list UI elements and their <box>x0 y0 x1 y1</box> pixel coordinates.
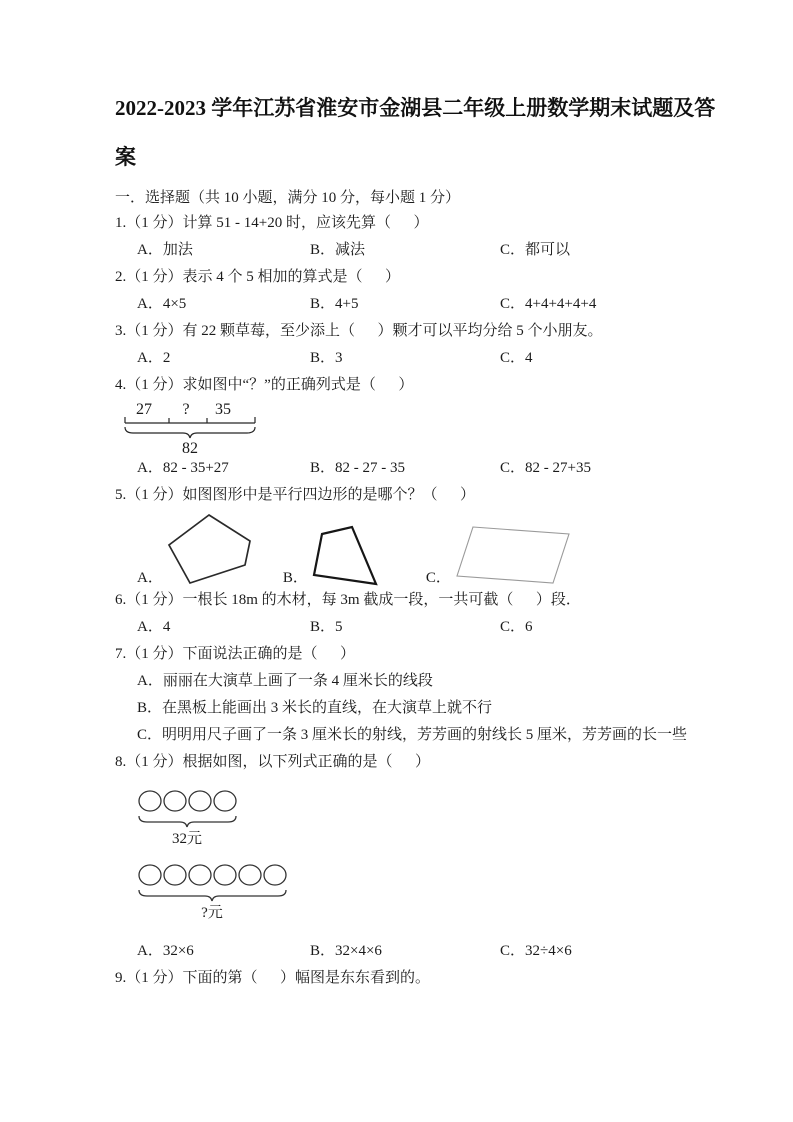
segment-total-82: 82 <box>182 440 198 457</box>
question-5 <box>115 482 729 587</box>
question-3-option-c: C．4 <box>500 350 533 366</box>
question-2-stem: 2.（1 分）表示 4 个 5 相加的算式是（ ） <box>115 269 401 285</box>
question-8-option-c: C．32÷4×6 <box>500 943 572 959</box>
coin-group-2-total: ?元 <box>201 905 223 921</box>
question-4-option-b: B．82 - 27 - 35 <box>310 460 405 476</box>
question-8-stem: 8.（1 分）根据如图，以下列式正确的是（ ） <box>115 754 431 770</box>
shape-option-a-label: A． <box>137 570 163 586</box>
segment-value-35: 35 <box>215 401 231 418</box>
question-4 <box>115 372 729 482</box>
coin-circle <box>214 865 236 885</box>
coin-circle <box>189 865 211 885</box>
question-4-options <box>115 455 729 482</box>
parallelogram-shape <box>455 525 571 587</box>
question-8-option-b: B．32×4×6 <box>310 943 382 959</box>
quadrilateral-shape <box>312 525 378 587</box>
coin-circle <box>164 865 186 885</box>
question-6-option-b: B．5 <box>310 619 343 635</box>
coin-circle <box>139 865 161 885</box>
underbrace <box>139 890 286 901</box>
question-1-stem: 1.（1 分）计算 51 - 14+20 时，应该先算（ ） <box>115 215 429 231</box>
coin-group-row-2 <box>138 864 729 925</box>
underbrace <box>125 427 255 438</box>
question-7-option-a: A．丽丽在大演草上画了一条 4 厘米长的线段 <box>137 673 433 689</box>
shape-option-a <box>137 511 255 587</box>
page-title: 2022-2023 学年江苏省淮安市金湖县二年级上册数学期末试题及答案 <box>115 96 716 169</box>
question-1 <box>115 210 729 264</box>
coin-circle <box>164 791 186 811</box>
question-8 <box>115 749 729 965</box>
question-5-stem: 5.（1 分）如图图形中是平行四边形的是哪个？（ ） <box>115 487 476 503</box>
coin-circle <box>264 865 286 885</box>
question-9 <box>115 965 729 992</box>
pentagon-shape <box>167 511 255 587</box>
question-1-option-b: B．减法 <box>310 242 366 258</box>
coin-circle <box>214 791 236 811</box>
question-3-option-b: B．3 <box>310 350 343 366</box>
question-5-figure <box>137 509 729 587</box>
question-7-option-b: B．在黑板上能画出 3 米长的直线，在大演草上就不行 <box>137 700 493 716</box>
question-3 <box>115 318 729 372</box>
coin-group-4-diagram <box>138 790 248 846</box>
coin-group-6-diagram <box>138 864 298 920</box>
shape-option-b-label: B． <box>282 570 308 586</box>
shape-option-c <box>426 525 571 587</box>
segment-value-27: 27 <box>136 401 152 418</box>
question-9-stem: 9.（1 分）下面的第（ ）幅图是东东看到的。 <box>115 970 431 986</box>
question-6-option-a: A．4 <box>137 619 171 635</box>
question-4-option-c: C．82 - 27+35 <box>500 460 591 476</box>
question-7-stem: 7.（1 分）下面说法正确的是（ ） <box>115 646 356 662</box>
question-6-options <box>115 614 729 641</box>
underbrace <box>139 816 236 827</box>
coin-circle <box>139 791 161 811</box>
question-2-option-c: C．4+4+4+4+4 <box>500 296 597 312</box>
coin-circle <box>239 865 261 885</box>
question-8-figure <box>138 790 729 925</box>
question-4-option-a: A．82 - 35+27 <box>137 460 229 476</box>
question-7 <box>115 641 729 749</box>
segment-value-question: ? <box>182 401 190 418</box>
question-3-stem: 3.（1 分）有 22 颗草莓，至少添上（ ）颗才可以平均分给 5 个小朋友。 <box>115 323 603 339</box>
question-8-option-a: A．32×6 <box>137 943 194 959</box>
shape-option-c-label: C． <box>425 570 451 586</box>
question-1-option-a: A．加法 <box>137 242 193 258</box>
question-6-option-c: C．6 <box>500 619 533 635</box>
question-4-figure <box>122 399 729 455</box>
question-3-options <box>115 345 729 372</box>
question-6 <box>115 587 729 641</box>
section-header: 一．选择题（共 10 小题，满分 10 分，每小题 1 分） <box>115 190 461 206</box>
question-2-option-a: A．4×5 <box>137 296 187 312</box>
question-1-option-c: C．都可以 <box>500 242 571 258</box>
question-2-option-b: B．4+5 <box>310 296 359 312</box>
coin-group-1-total: 32元 <box>171 831 203 847</box>
question-4-stem: 4.（1 分）求如图中“？”的正确列式是（ ） <box>115 377 414 393</box>
question-8-options <box>115 938 729 965</box>
question-6-stem: 6.（1 分）一根长 18m 的木材，每 3m 截成一段，一共可截（ ）段． <box>115 592 581 608</box>
question-7-option-c: C．明明用尺子画了一条 3 厘米长的射线，芳芳画的射线长 5 厘米，芳芳画的长一些 <box>137 727 688 743</box>
question-2-options <box>115 291 729 318</box>
shape-option-b <box>283 525 378 587</box>
coin-group-row-1 <box>138 790 729 851</box>
question-3-option-a: A．2 <box>137 350 171 366</box>
segment-bar-diagram <box>122 399 272 455</box>
question-1-options <box>115 237 729 264</box>
coin-circle <box>189 791 211 811</box>
question-2 <box>115 264 729 318</box>
